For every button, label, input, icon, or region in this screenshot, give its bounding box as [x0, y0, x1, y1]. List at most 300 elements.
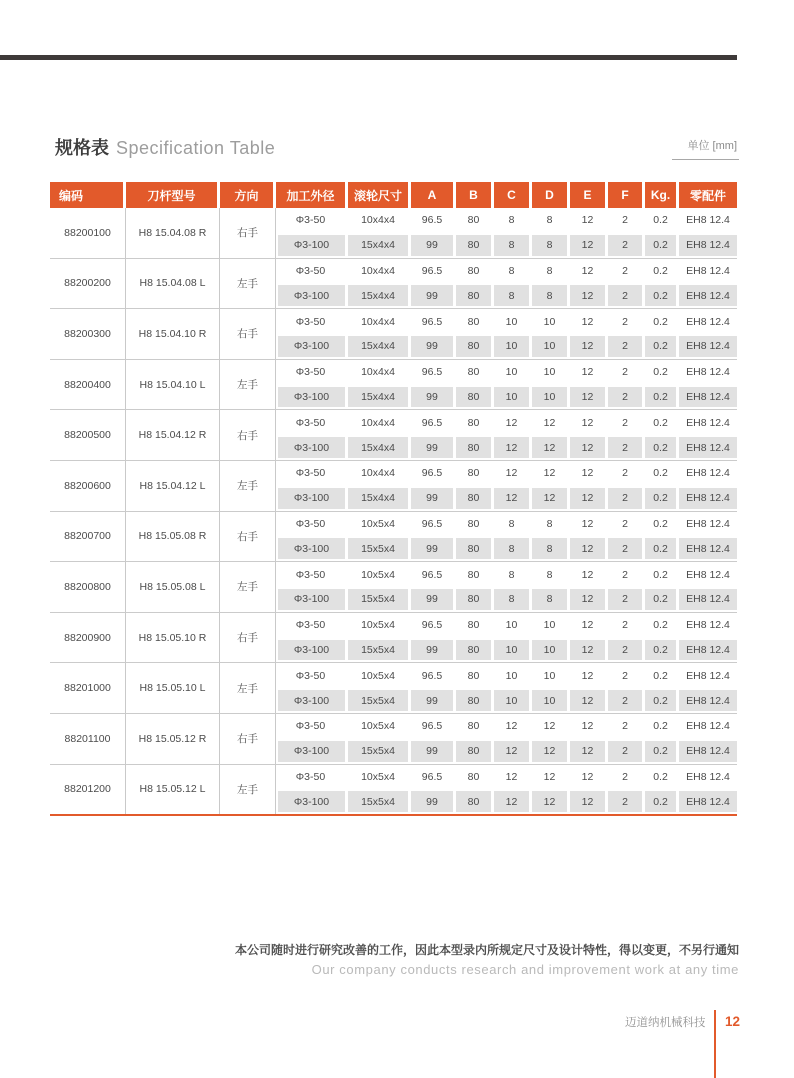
table-cell: 12 — [581, 770, 594, 783]
table-cell: 80 — [456, 789, 494, 814]
table-row — [276, 688, 737, 713]
table-cell: 12 — [581, 720, 594, 733]
table-cell: 2 — [608, 334, 645, 359]
table-cell: 10x4x4 — [361, 214, 395, 227]
spec-rows — [276, 259, 737, 309]
table-cell: 8 — [546, 264, 553, 277]
table-cell: 80 — [467, 669, 480, 682]
table-cell: 10 — [505, 669, 518, 682]
table-cell: Φ3-100 — [276, 283, 348, 308]
table-cell: 10 — [505, 315, 518, 328]
table-cell: 15x5x4 — [348, 739, 411, 764]
table-cell: Φ3-100 — [276, 789, 348, 814]
spec-rows — [276, 461, 737, 511]
table-cell: 96.5 — [421, 669, 443, 682]
table-body — [50, 208, 737, 814]
table-cell: 10x4x4 — [361, 416, 395, 429]
table-cell: 15x4x4 — [348, 486, 411, 511]
table-cell: 80 — [456, 435, 494, 460]
table-cell: 10x4x4 — [361, 467, 395, 480]
column-header: Kg. — [645, 182, 679, 208]
table-cell: 96.5 — [421, 214, 443, 227]
code-cell: 88200800 — [50, 562, 126, 612]
column-header: A — [411, 182, 456, 208]
title-row — [55, 134, 739, 160]
code-cell: 88200900 — [50, 613, 126, 663]
direction-cell: 左手 — [220, 663, 276, 713]
table-cell: 10 — [532, 638, 570, 663]
table-cell: EH8 12.4 — [679, 334, 737, 359]
table-cell: 10x5x4 — [361, 770, 395, 783]
table-row — [276, 739, 737, 764]
table-cell: 96.5 — [421, 366, 443, 379]
direction-cell: 左手 — [220, 259, 276, 309]
table-cell: 80 — [456, 688, 494, 713]
table-cell: 80 — [456, 233, 494, 258]
table-cell: 12 — [581, 264, 594, 277]
table-cell: 2 — [608, 739, 645, 764]
spec-rows — [276, 663, 737, 713]
table-cell: 12 — [570, 688, 608, 713]
table-cell: EH8 12.4 — [686, 669, 730, 682]
page-title-zh: 规格表 — [55, 138, 109, 158]
table-cell: 8 — [494, 233, 532, 258]
code-cell: 88201200 — [50, 765, 126, 815]
table-cell: 0.2 — [653, 619, 668, 632]
direction-cell: 右手 — [220, 410, 276, 460]
table-cell: 0.2 — [653, 720, 668, 733]
table-cell: 12 — [570, 789, 608, 814]
table-cell: 12 — [532, 789, 570, 814]
table-cell: 8 — [532, 283, 570, 308]
table-group — [50, 461, 737, 512]
table-cell: EH8 12.4 — [686, 467, 730, 480]
table-cell: 12 — [570, 587, 608, 612]
table-cell: 2 — [622, 669, 628, 682]
table-cell: 10 — [532, 688, 570, 713]
table-group — [50, 208, 737, 259]
model-cell: H8 15.04.12 R — [126, 410, 220, 460]
direction-cell: 右手 — [220, 613, 276, 663]
table-cell: 80 — [467, 619, 480, 632]
table-cell: 12 — [543, 770, 556, 783]
table-cell: 15x4x4 — [348, 334, 411, 359]
table-cell: 80 — [467, 720, 480, 733]
table-cell: 8 — [508, 517, 515, 530]
table-cell: 99 — [411, 536, 456, 561]
table-cell: 96.5 — [421, 770, 443, 783]
table-cell: 0.2 — [653, 264, 668, 277]
table-cell: 12 — [570, 739, 608, 764]
table-cell: 80 — [456, 536, 494, 561]
table-cell: 12 — [581, 214, 594, 227]
table-cell: 8 — [532, 536, 570, 561]
table-cell: Φ3-50 — [295, 517, 326, 530]
table-cell: 0.2 — [645, 688, 679, 713]
table-cell: EH8 12.4 — [686, 366, 730, 379]
model-cell: H8 15.05.10 R — [126, 613, 220, 663]
table-cell: 10 — [543, 366, 556, 379]
table-cell: EH8 12.4 — [679, 233, 737, 258]
table-cell: 15x5x4 — [348, 688, 411, 713]
table-cell: 12 — [532, 435, 570, 460]
table-cell: 12 — [494, 739, 532, 764]
top-accent-bar — [0, 55, 737, 60]
table-cell: 80 — [456, 638, 494, 663]
table-cell: 12 — [581, 315, 594, 328]
table-cell: EH8 12.4 — [679, 688, 737, 713]
model-cell: H8 15.05.12 L — [126, 765, 220, 815]
table-cell: EH8 12.4 — [679, 385, 737, 410]
table-cell: 10 — [494, 638, 532, 663]
table-cell: 8 — [532, 587, 570, 612]
column-header: 方向 — [220, 182, 276, 208]
spec-rows — [276, 360, 737, 410]
table-cell: 0.2 — [653, 315, 668, 328]
table-cell: 80 — [467, 315, 480, 328]
company-name: 迈道纳机械科技 — [624, 1017, 706, 1029]
spec-rows — [276, 765, 737, 815]
table-cell: 10 — [494, 688, 532, 713]
table-cell: 2 — [622, 366, 628, 379]
disclaimer-en: Our company conducts research and improvement work at any time — [311, 962, 739, 977]
table-cell: EH8 12.4 — [679, 435, 737, 460]
page-number: 12 — [724, 1014, 740, 1029]
table-cell: Φ3-100 — [276, 334, 348, 359]
table-cell: EH8 12.4 — [686, 619, 730, 632]
table-cell: Φ3-50 — [295, 619, 326, 632]
table-cell: 0.2 — [645, 233, 679, 258]
table-cell: 99 — [411, 233, 456, 258]
model-cell: H8 15.04.08 L — [126, 259, 220, 309]
table-cell: 2 — [608, 536, 645, 561]
table-cell: 12 — [581, 416, 594, 429]
table-cell: 8 — [546, 568, 553, 581]
table-cell: 96.5 — [421, 568, 443, 581]
table-cell: 96.5 — [421, 619, 443, 632]
table-cell: EH8 12.4 — [679, 486, 737, 511]
table-cell: 0.2 — [645, 789, 679, 814]
table-cell: EH8 12.4 — [686, 770, 730, 783]
table-cell: 2 — [608, 435, 645, 460]
table-cell: 10x5x4 — [361, 568, 395, 581]
table-group — [50, 562, 737, 613]
table-cell: 99 — [411, 435, 456, 460]
table-cell: 12 — [505, 416, 518, 429]
table-cell: 80 — [456, 739, 494, 764]
model-cell: H8 15.05.12 R — [126, 714, 220, 764]
model-cell: H8 15.05.08 L — [126, 562, 220, 612]
table-cell: 2 — [622, 770, 628, 783]
table-cell: 80 — [456, 334, 494, 359]
table-cell: 12 — [570, 283, 608, 308]
table-cell: EH8 12.4 — [686, 517, 730, 530]
table-row — [276, 410, 737, 435]
table-cell: 8 — [532, 233, 570, 258]
table-cell: 99 — [411, 587, 456, 612]
table-cell: EH8 12.4 — [686, 264, 730, 277]
table-cell: EH8 12.4 — [686, 315, 730, 328]
specification-table — [50, 182, 737, 816]
table-cell: 12 — [570, 233, 608, 258]
table-cell: 12 — [494, 789, 532, 814]
table-cell: 12 — [570, 385, 608, 410]
code-cell: 88200200 — [50, 259, 126, 309]
table-row — [276, 435, 737, 460]
table-cell: 12 — [505, 770, 518, 783]
table-cell: 2 — [622, 264, 628, 277]
table-cell: EH8 12.4 — [679, 638, 737, 663]
table-cell: EH8 12.4 — [686, 720, 730, 733]
table-cell: 0.2 — [653, 416, 668, 429]
table-cell: 8 — [508, 568, 515, 581]
direction-cell: 右手 — [220, 512, 276, 562]
table-cell: EH8 12.4 — [686, 416, 730, 429]
table-group — [50, 309, 737, 360]
table-cell: EH8 12.4 — [686, 214, 730, 227]
table-cell: 0.2 — [653, 770, 668, 783]
table-cell: 10 — [532, 334, 570, 359]
table-cell: 12 — [581, 517, 594, 530]
table-cell: 10 — [494, 385, 532, 410]
table-cell: Φ3-100 — [276, 587, 348, 612]
table-cell: Φ3-50 — [295, 315, 326, 328]
code-cell: 88200500 — [50, 410, 126, 460]
table-cell: EH8 12.4 — [679, 283, 737, 308]
table-cell: 80 — [467, 467, 480, 480]
table-row — [276, 562, 737, 587]
model-cell: H8 15.04.12 L — [126, 461, 220, 511]
table-cell: 8 — [546, 517, 553, 530]
table-cell: 10x5x4 — [361, 619, 395, 632]
spec-rows — [276, 410, 737, 460]
table-cell: Φ3-50 — [295, 467, 326, 480]
table-cell: 10x5x4 — [361, 720, 395, 733]
table-cell: Φ3-100 — [276, 385, 348, 410]
direction-cell: 右手 — [220, 309, 276, 359]
page-title-en: Specification Table — [116, 138, 276, 158]
table-cell: 99 — [411, 789, 456, 814]
table-group — [50, 714, 737, 765]
table-cell: 15x5x4 — [348, 587, 411, 612]
table-cell: 12 — [532, 486, 570, 511]
table-cell: 12 — [543, 720, 556, 733]
table-cell: 2 — [622, 416, 628, 429]
direction-cell: 右手 — [220, 208, 276, 258]
table-group — [50, 259, 737, 310]
table-cell: 12 — [581, 467, 594, 480]
table-row — [276, 461, 737, 486]
table-cell: 99 — [411, 283, 456, 308]
table-cell: 0.2 — [653, 517, 668, 530]
table-row — [276, 789, 737, 814]
table-cell: 2 — [608, 233, 645, 258]
table-group — [50, 512, 737, 563]
table-cell: 0.2 — [645, 536, 679, 561]
table-cell: 8 — [546, 214, 553, 227]
table-cell: 2 — [622, 214, 628, 227]
column-header: 刀杆型号 — [126, 182, 220, 208]
table-cell: 80 — [467, 264, 480, 277]
table-cell: 2 — [608, 789, 645, 814]
table-cell: 15x4x4 — [348, 435, 411, 460]
table-cell: 12 — [570, 435, 608, 460]
table-cell: 10 — [505, 619, 518, 632]
column-header: C — [494, 182, 532, 208]
table-row — [276, 536, 737, 561]
table-cell: 10x5x4 — [361, 517, 395, 530]
table-cell: 2 — [622, 720, 628, 733]
table-cell: 10 — [543, 619, 556, 632]
table-cell: Φ3-100 — [276, 435, 348, 460]
table-cell: Φ3-100 — [276, 486, 348, 511]
table-group — [50, 360, 737, 411]
table-cell: 0.2 — [645, 283, 679, 308]
table-cell: 99 — [411, 638, 456, 663]
table-cell: 12 — [494, 435, 532, 460]
direction-cell: 左手 — [220, 360, 276, 410]
table-cell: 10 — [543, 669, 556, 682]
table-cell: 12 — [570, 536, 608, 561]
table-cell: Φ3-50 — [295, 264, 326, 277]
column-header: D — [532, 182, 570, 208]
table-cell: 0.2 — [645, 486, 679, 511]
table-cell: 99 — [411, 688, 456, 713]
table-cell: Φ3-100 — [276, 638, 348, 663]
table-cell: 10 — [543, 315, 556, 328]
column-header: E — [570, 182, 608, 208]
table-row — [276, 486, 737, 511]
table-cell: 15x4x4 — [348, 283, 411, 308]
table-cell: 12 — [581, 568, 594, 581]
table-row — [276, 309, 737, 334]
table-cell: 10 — [494, 334, 532, 359]
table-cell: 2 — [608, 638, 645, 663]
spec-rows — [276, 208, 737, 258]
spec-rows — [276, 562, 737, 612]
table-cell: 80 — [456, 486, 494, 511]
table-header-row — [50, 182, 737, 208]
table-cell: 0.2 — [645, 638, 679, 663]
code-cell: 88201100 — [50, 714, 126, 764]
table-cell: Φ3-50 — [295, 214, 326, 227]
table-cell: 0.2 — [653, 568, 668, 581]
spec-rows — [276, 714, 737, 764]
table-cell: 2 — [622, 568, 628, 581]
table-cell: Φ3-100 — [276, 688, 348, 713]
table-cell: 12 — [494, 486, 532, 511]
direction-cell: 左手 — [220, 765, 276, 815]
table-row — [276, 765, 737, 790]
column-header: 编码 — [50, 182, 126, 208]
table-cell: 2 — [608, 486, 645, 511]
table-cell: 2 — [622, 619, 628, 632]
table-cell: 0.2 — [653, 366, 668, 379]
direction-cell: 左手 — [220, 461, 276, 511]
table-cell: 96.5 — [421, 315, 443, 328]
table-cell: EH8 12.4 — [679, 739, 737, 764]
table-cell: 80 — [467, 214, 480, 227]
table-cell: 2 — [622, 467, 628, 480]
code-cell: 88200300 — [50, 309, 126, 359]
table-cell: 8 — [494, 283, 532, 308]
table-cell: 80 — [467, 416, 480, 429]
table-cell: 96.5 — [421, 467, 443, 480]
table-cell: 0.2 — [653, 669, 668, 682]
table-cell: 12 — [532, 739, 570, 764]
model-cell: H8 15.05.08 R — [126, 512, 220, 562]
table-cell: 80 — [456, 283, 494, 308]
table-cell: 0.2 — [653, 214, 668, 227]
table-cell: EH8 12.4 — [679, 536, 737, 561]
model-cell: H8 15.05.10 L — [126, 663, 220, 713]
code-cell: 88200700 — [50, 512, 126, 562]
table-cell: Φ3-100 — [276, 739, 348, 764]
code-cell: 88200400 — [50, 360, 126, 410]
table-cell: 99 — [411, 334, 456, 359]
spec-rows — [276, 512, 737, 562]
table-cell: Φ3-50 — [295, 416, 326, 429]
table-cell: Φ3-50 — [295, 720, 326, 733]
table-cell: 0.2 — [645, 435, 679, 460]
table-group — [50, 663, 737, 714]
table-row — [276, 259, 737, 284]
table-row — [276, 334, 737, 359]
table-cell: Φ3-50 — [295, 568, 326, 581]
column-header: 零配件 — [679, 182, 737, 208]
table-cell: 2 — [608, 385, 645, 410]
table-row — [276, 233, 737, 258]
table-row — [276, 714, 737, 739]
table-cell: EH8 12.4 — [679, 587, 737, 612]
table-row — [276, 587, 737, 612]
table-cell: 96.5 — [421, 416, 443, 429]
table-cell: 10x4x4 — [361, 366, 395, 379]
table-cell: 12 — [581, 669, 594, 682]
table-cell: 0.2 — [645, 385, 679, 410]
table-cell: 10x4x4 — [361, 264, 395, 277]
table-cell: 10 — [505, 366, 518, 379]
code-cell: 88200600 — [50, 461, 126, 511]
table-cell: 96.5 — [421, 264, 443, 277]
table-cell: 2 — [622, 517, 628, 530]
code-cell: 88200100 — [50, 208, 126, 258]
page-title — [55, 134, 275, 160]
table-cell: Φ3-100 — [276, 233, 348, 258]
table-cell: 80 — [456, 587, 494, 612]
table-cell: 0.2 — [653, 467, 668, 480]
table-cell: 12 — [570, 638, 608, 663]
table-cell: 96.5 — [421, 517, 443, 530]
column-header: 加工外径 — [276, 182, 348, 208]
table-cell: 15x4x4 — [348, 233, 411, 258]
table-group — [50, 410, 737, 461]
table-row — [276, 638, 737, 663]
column-header: B — [456, 182, 494, 208]
table-cell: 0.2 — [645, 334, 679, 359]
footer-divider — [714, 1010, 716, 1078]
table-cell: 80 — [467, 366, 480, 379]
table-cell: 2 — [608, 283, 645, 308]
table-cell: 12 — [543, 416, 556, 429]
table-cell: 15x5x4 — [348, 789, 411, 814]
table-row — [276, 208, 737, 233]
direction-cell: 右手 — [220, 714, 276, 764]
code-cell: 88201000 — [50, 663, 126, 713]
table-cell: Φ3-50 — [295, 669, 326, 682]
table-group — [50, 765, 737, 815]
table-cell: 96.5 — [421, 720, 443, 733]
